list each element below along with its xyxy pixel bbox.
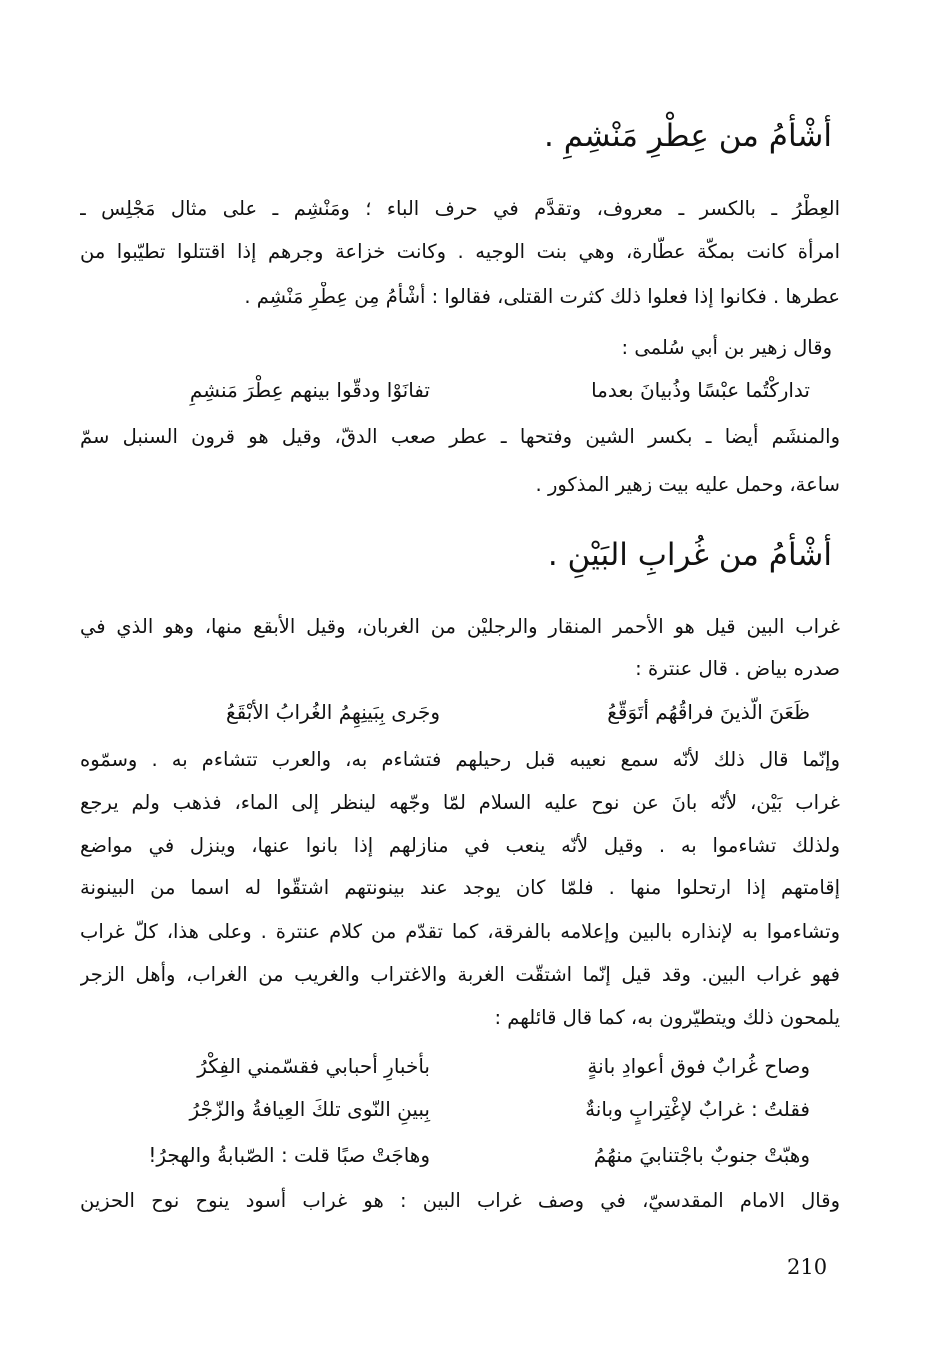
text-line: صدره بياض . قال عنترة :: [635, 657, 840, 680]
verse-second-hemistich: بأخبارِ أحبابي فقسّمني الفِكْرُ: [197, 1054, 430, 1078]
text-line: غراب بَيْن، لأنّه بانَ عن نوح عليه السلام لمّا وجّهه لينظر إلى الماء، فذهب ولم يرجع: [80, 791, 840, 814]
text-line: غراب البين قيل هو الأحمر المنقار والرجليْن من الغربان، وقيل الأبقع منها، وهو الذي في: [80, 615, 840, 638]
verse-second-hemistich: وهاجَتْ صبًا قلت : الصّبابةُ والهجرُ!: [148, 1143, 430, 1167]
text-line: والمنشَم أيضا ـ بكسر الشين وفتحها ـ عطر صعب الدقّ، وقيل هو قرون السنبل سمّ: [80, 425, 840, 448]
page-number: 210: [787, 1255, 828, 1279]
text-line: فهو غراب البين. وقد قيل إنّما اشتقّت الغربة والاغتراب والغريب من الغراب، وأهل الزجر: [80, 963, 840, 986]
verse-first-hemistich: تداركْتُما عبْسًا وذُبيانَ بعدما: [591, 378, 810, 402]
text-line: وتشاءموا به لإنذاره بالبين وإعلامه بالفرقة، كما تقدّم من كلام عنترة . وعلى هذا، كلّ غراب: [80, 920, 840, 943]
entry-heading-1: أشْأمُ من عِطْرِ مَنْشِمِ .: [544, 118, 832, 154]
text-line: ولذلك تشاءموا به . وقيل لأنّه ينعب في منازلهم إذا بانوا عنها، وينزل في مواضع: [80, 834, 840, 857]
text-line: إقامتهم إذا ارتحلوا منها . فلمّا كان يوجد عند بينونتهم اشتقّوا له اسما من البينونة: [80, 876, 840, 899]
entry-heading-2: أشْأمُ من غُرابِ البَيْنِ .: [547, 537, 832, 573]
verse-first-hemistich: وصاح غُرابٌ فوق أعوادِ بانةٍ: [587, 1054, 810, 1078]
text-line: وقال الامام المقدسيّ، في وصف غراب البين : هو غراب أسود ينوح نوح الحزين: [80, 1189, 840, 1212]
verse-second-hemistich: بِبينِ النّوى تلكَ العِيافةُ والزّجْرُ: [189, 1097, 430, 1121]
text-line: امرأة كانت بمكّة عطّارة، وهي بنت الوجيه . وكانت خزاعة وجرهم إذا اقتتلوا تطيّبوا من: [80, 240, 840, 263]
verse-first-hemistich: ظَعَنَ الّذينَ فراقُهُم أتَوَقّعُ: [607, 700, 810, 724]
text-line: ساعة، وحمل عليه بيت زهير المذكور .: [535, 473, 840, 496]
verse-first-hemistich: فقلتُ : غرابٌ لإغْتِرابٍ وبانةٌ: [585, 1097, 810, 1121]
text-line: وإنّما قال ذلك لأنّه سمع نعيبه قبل رحيلهم فتشاءم به، والعرب تتشاءم به . وسمّوه: [80, 748, 840, 771]
text-line: وقال زهير بن أبي سُلمى :: [621, 336, 832, 359]
text-line: العِطْرُ ـ بالكسر ـ معروف، وتقدَّم في حرف الباء ؛ ومَنْشِم ـ على مثال مَجْلِس ـ: [80, 197, 840, 220]
verse-first-hemistich: وهبّتْ جنوبٌ باجْتنابيَ منهُمُ: [593, 1143, 810, 1167]
text-line: عطرها . فكانوا إذا فعلوا ذلك كثرت القتلى، فقالوا : أشْأمُ مِن عِطْرِ مَنْشِم .: [244, 285, 840, 308]
verse-second-hemistich: تفانَوْا ودقّوا بينهم عِطْرَ مَنشِمِ: [189, 378, 430, 402]
verse-second-hemistich: وجَرى بِبَينِهِمُ الغُرابُ الأبْقَعُ: [226, 700, 440, 724]
text-line: يلمحون ذلك ويتطيّرون به، كما قال قائلهم :: [494, 1006, 840, 1029]
